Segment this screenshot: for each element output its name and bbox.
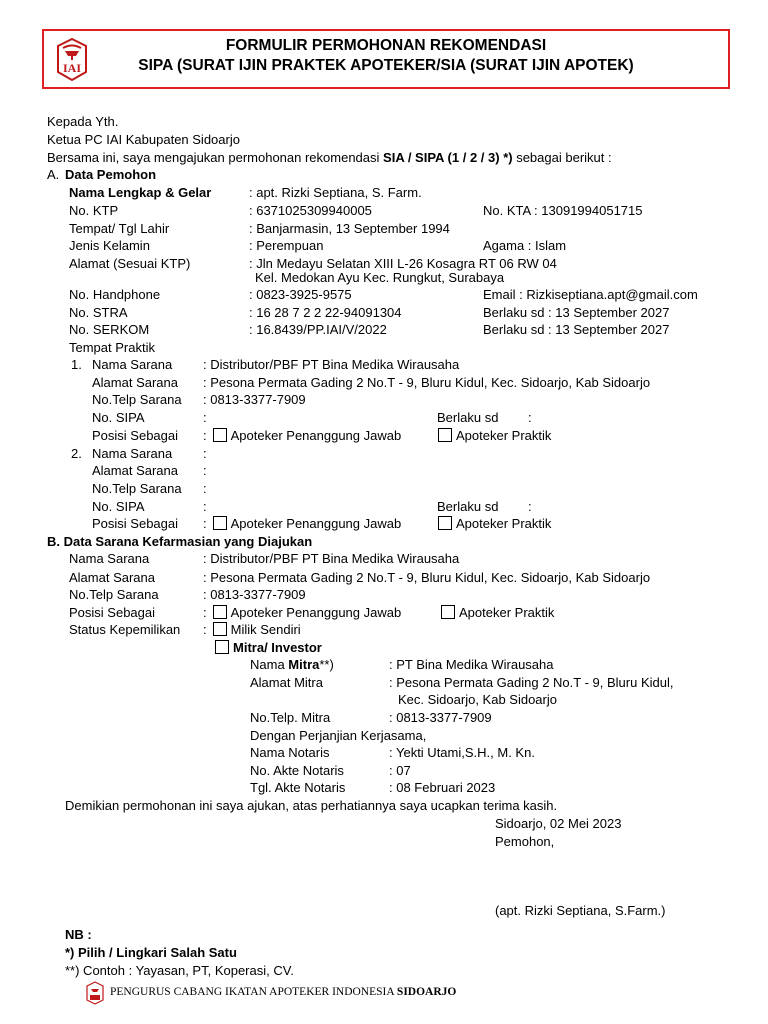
p1-phone-value: : 0813-3377-7909 [203, 392, 306, 407]
notary-label: Nama Notaris [250, 745, 330, 760]
p1-name-label: Nama Sarana [92, 357, 173, 372]
note-1: *) Pilih / Lingkari Salah Satu [65, 945, 237, 960]
name-value: : apt. Rizki Septiana, S. Farm. [249, 185, 422, 200]
email-value: Email : Rizkiseptiana.apt@gmail.com [483, 287, 698, 302]
ownership-own: : Milik Sendiri [203, 622, 301, 637]
stra-value: : 16 28 7 2 2 22-94091304 [249, 305, 402, 320]
practice-2-number: 2. [71, 446, 82, 461]
p2-name-label: Nama Sarana [92, 446, 173, 461]
phone-label: No. Handphone [69, 287, 161, 302]
p2-valid-colon: : [528, 499, 532, 514]
ownership-label: Status Kepemilikan [69, 622, 181, 637]
p1-sipa-colon: : [203, 410, 207, 425]
serkom-value: : 16.8439/PP.IAI/V/2022 [249, 322, 387, 337]
deed-date-label: Tgl. Akte Notaris [250, 780, 346, 795]
address-value-1: : Jln Medayu Selatan XIII L-26 Kosagra RT 06 RW 04 [249, 256, 557, 271]
gender-label: Jenis Kelamin [69, 238, 150, 253]
religion-value: Agama : Islam [483, 238, 567, 253]
section-b-title: B. Data Sarana Kefarmasian yang Diajukan [47, 534, 313, 549]
p2-address-label: Alamat Sarana [92, 463, 178, 478]
partner-name-label: Nama Mitra**) [250, 657, 334, 672]
ownership-partner: Mitra/ Investor [213, 640, 322, 656]
p2-phone-label: No.Telp Sarana [92, 481, 182, 496]
b-praktik-option: Apoteker Praktik [439, 605, 554, 621]
p2-position-label: Posisi Sebagai [92, 516, 178, 531]
p1-name-value: : Distributor/PBF PT Bina Medika Wirausaha [203, 357, 460, 372]
deed-number-label: No. Akte Notaris [250, 763, 344, 778]
b-position-options: : Apoteker Penanggung Jawab [203, 605, 402, 620]
p1-phone-label: No.Telp Sarana [92, 392, 182, 407]
serkom-label: No. SERKOM [69, 322, 150, 337]
p2-phone-colon: : [203, 481, 207, 496]
recipient: Ketua PC IAI Kabupaten Sidoarjo [47, 132, 240, 147]
partner-address-value-2: Kec. Sidoarjo, Kab Sidoarjo [398, 692, 557, 707]
checkbox-b-praktik[interactable] [441, 605, 455, 619]
p1-position-label: Posisi Sebagai [92, 428, 178, 443]
checkbox-mitra[interactable] [215, 640, 229, 654]
form-subtitle: SIPA (SURAT IJIN PRAKTEK APOTEKER/SIA (SURAT IJIN APOTEK) [138, 57, 634, 74]
partner-phone-label: No.Telp. Mitra [250, 710, 331, 725]
footer-logo [85, 981, 105, 1005]
p2-name-colon: : [203, 446, 207, 461]
checkbox-pj-2[interactable] [213, 516, 227, 530]
section-a-title: Data Pemohon [65, 167, 157, 182]
place-date: Sidoarjo, 02 Mei 2023 [495, 816, 622, 831]
applicant-label: Pemohon, [495, 834, 555, 849]
ttl-value: : Banjarmasin, 13 September 1994 [249, 221, 450, 236]
p2-valid-label: Berlaku sd [437, 499, 499, 514]
b-phone-label: No.Telp Sarana [69, 587, 159, 602]
name-label: Nama Lengkap & Gelar [69, 185, 212, 200]
request-line: Bersama ini, saya mengajukan permohonan rekomendasi SIA / SIPA (1 / 2 / 3) *) sebagai berikut : [47, 150, 612, 165]
section-a-letter: A. [47, 167, 60, 182]
ktp-label: No. KTP [69, 203, 119, 218]
kta-value: No. KTA : 13091994051715 [483, 203, 643, 218]
agreement-label: Dengan Perjanjian Kerjasama, [250, 728, 427, 743]
checkbox-praktik-2[interactable] [438, 516, 452, 530]
p1-praktik-option: Apoteker Praktik [436, 428, 551, 444]
checkbox-b-pj[interactable] [213, 605, 227, 619]
p2-address-colon: : [203, 463, 207, 478]
signature-name: (apt. Rizki Septiana, S.Farm.) [495, 903, 666, 918]
b-position-label: Posisi Sebagai [69, 605, 155, 620]
partner-phone-value: : 0813-3377-7909 [389, 710, 492, 725]
p1-valid-colon: : [528, 410, 532, 425]
p1-position-options: : Apoteker Penanggung Jawab [203, 428, 402, 443]
svg-text:IAI: IAI [62, 61, 82, 75]
address-label: Alamat (Sesuai KTP) [69, 256, 191, 271]
note-2: **) Contoh : Yayasan, PT, Koperasi, CV. [65, 963, 294, 978]
partner-address-value-1: : Pesona Permata Gading 2 No.T - 9, Bluru Kidul, [389, 675, 674, 690]
deed-date-value: : 08 Februari 2023 [389, 780, 496, 795]
addressee: Kepada Yth. [47, 114, 119, 129]
footer-text: PENGURUS CABANG IKATAN APOTEKER INDONESIA SIDOARJO [110, 986, 457, 998]
deed-number-value: : 07 [389, 763, 411, 778]
serkom-valid: Berlaku sd : 13 September 2027 [483, 322, 670, 337]
phone-value: : 0823-3925-9575 [249, 287, 352, 302]
b-address-value: : Pesona Permata Gading 2 No.T - 9, Bluru Kidul, Kec. Sidoarjo, Kab Sidoarjo [203, 570, 651, 585]
b-address-label: Alamat Sarana [69, 570, 155, 585]
p2-sipa-label: No. SIPA [92, 499, 145, 514]
p1-valid-label: Berlaku sd [437, 410, 499, 425]
p1-sipa-label: No. SIPA [92, 410, 145, 425]
form-title: FORMULIR PERMOHONAN REKOMENDASI [225, 37, 547, 54]
notary-value: : Yekti Utami,S.H., M. Kn. [389, 745, 535, 760]
checkbox-pj[interactable] [213, 428, 227, 442]
practice-place-label: Tempat Praktik [69, 340, 155, 355]
checkbox-milik-sendiri[interactable] [213, 622, 227, 636]
stra-valid: Berlaku sd : 13 September 2027 [483, 305, 670, 320]
b-name-label: Nama Sarana [69, 551, 150, 566]
partner-address-label: Alamat Mitra [250, 675, 323, 690]
address-value-2: Kel. Medokan Ayu Kec. Rungkut, Surabaya [255, 270, 505, 285]
p2-sipa-colon: : [203, 499, 207, 514]
partner-name-value: : PT Bina Medika Wirausaha [389, 657, 554, 672]
ktp-value: : 6371025309940005 [249, 203, 372, 218]
p2-praktik-option: Apoteker Praktik [436, 516, 551, 532]
practice-1-number: 1. [71, 357, 82, 372]
p1-address-label: Alamat Sarana [92, 375, 178, 390]
b-phone-value: : 0813-3377-7909 [203, 587, 306, 602]
stra-label: No. STRA [69, 305, 128, 320]
gender-value: : Perempuan [249, 238, 324, 253]
checkbox-praktik[interactable] [438, 428, 452, 442]
header-box [42, 29, 730, 89]
closing-text: Demikian permohonan ini saya ajukan, atas perhatiannya saya ucapkan terima kasih. [65, 798, 558, 813]
p1-address-value: : Pesona Permata Gading 2 No.T - 9, Bluru Kidul, Kec. Sidoarjo, Kab Sidoarjo [203, 375, 651, 390]
p2-position-options: : Apoteker Penanggung Jawab [203, 516, 402, 531]
ttl-label: Tempat/ Tgl Lahir [69, 221, 170, 236]
b-name-value: : Distributor/PBF PT Bina Medika Wirausaha [203, 551, 460, 566]
nb-label: NB : [65, 927, 92, 942]
